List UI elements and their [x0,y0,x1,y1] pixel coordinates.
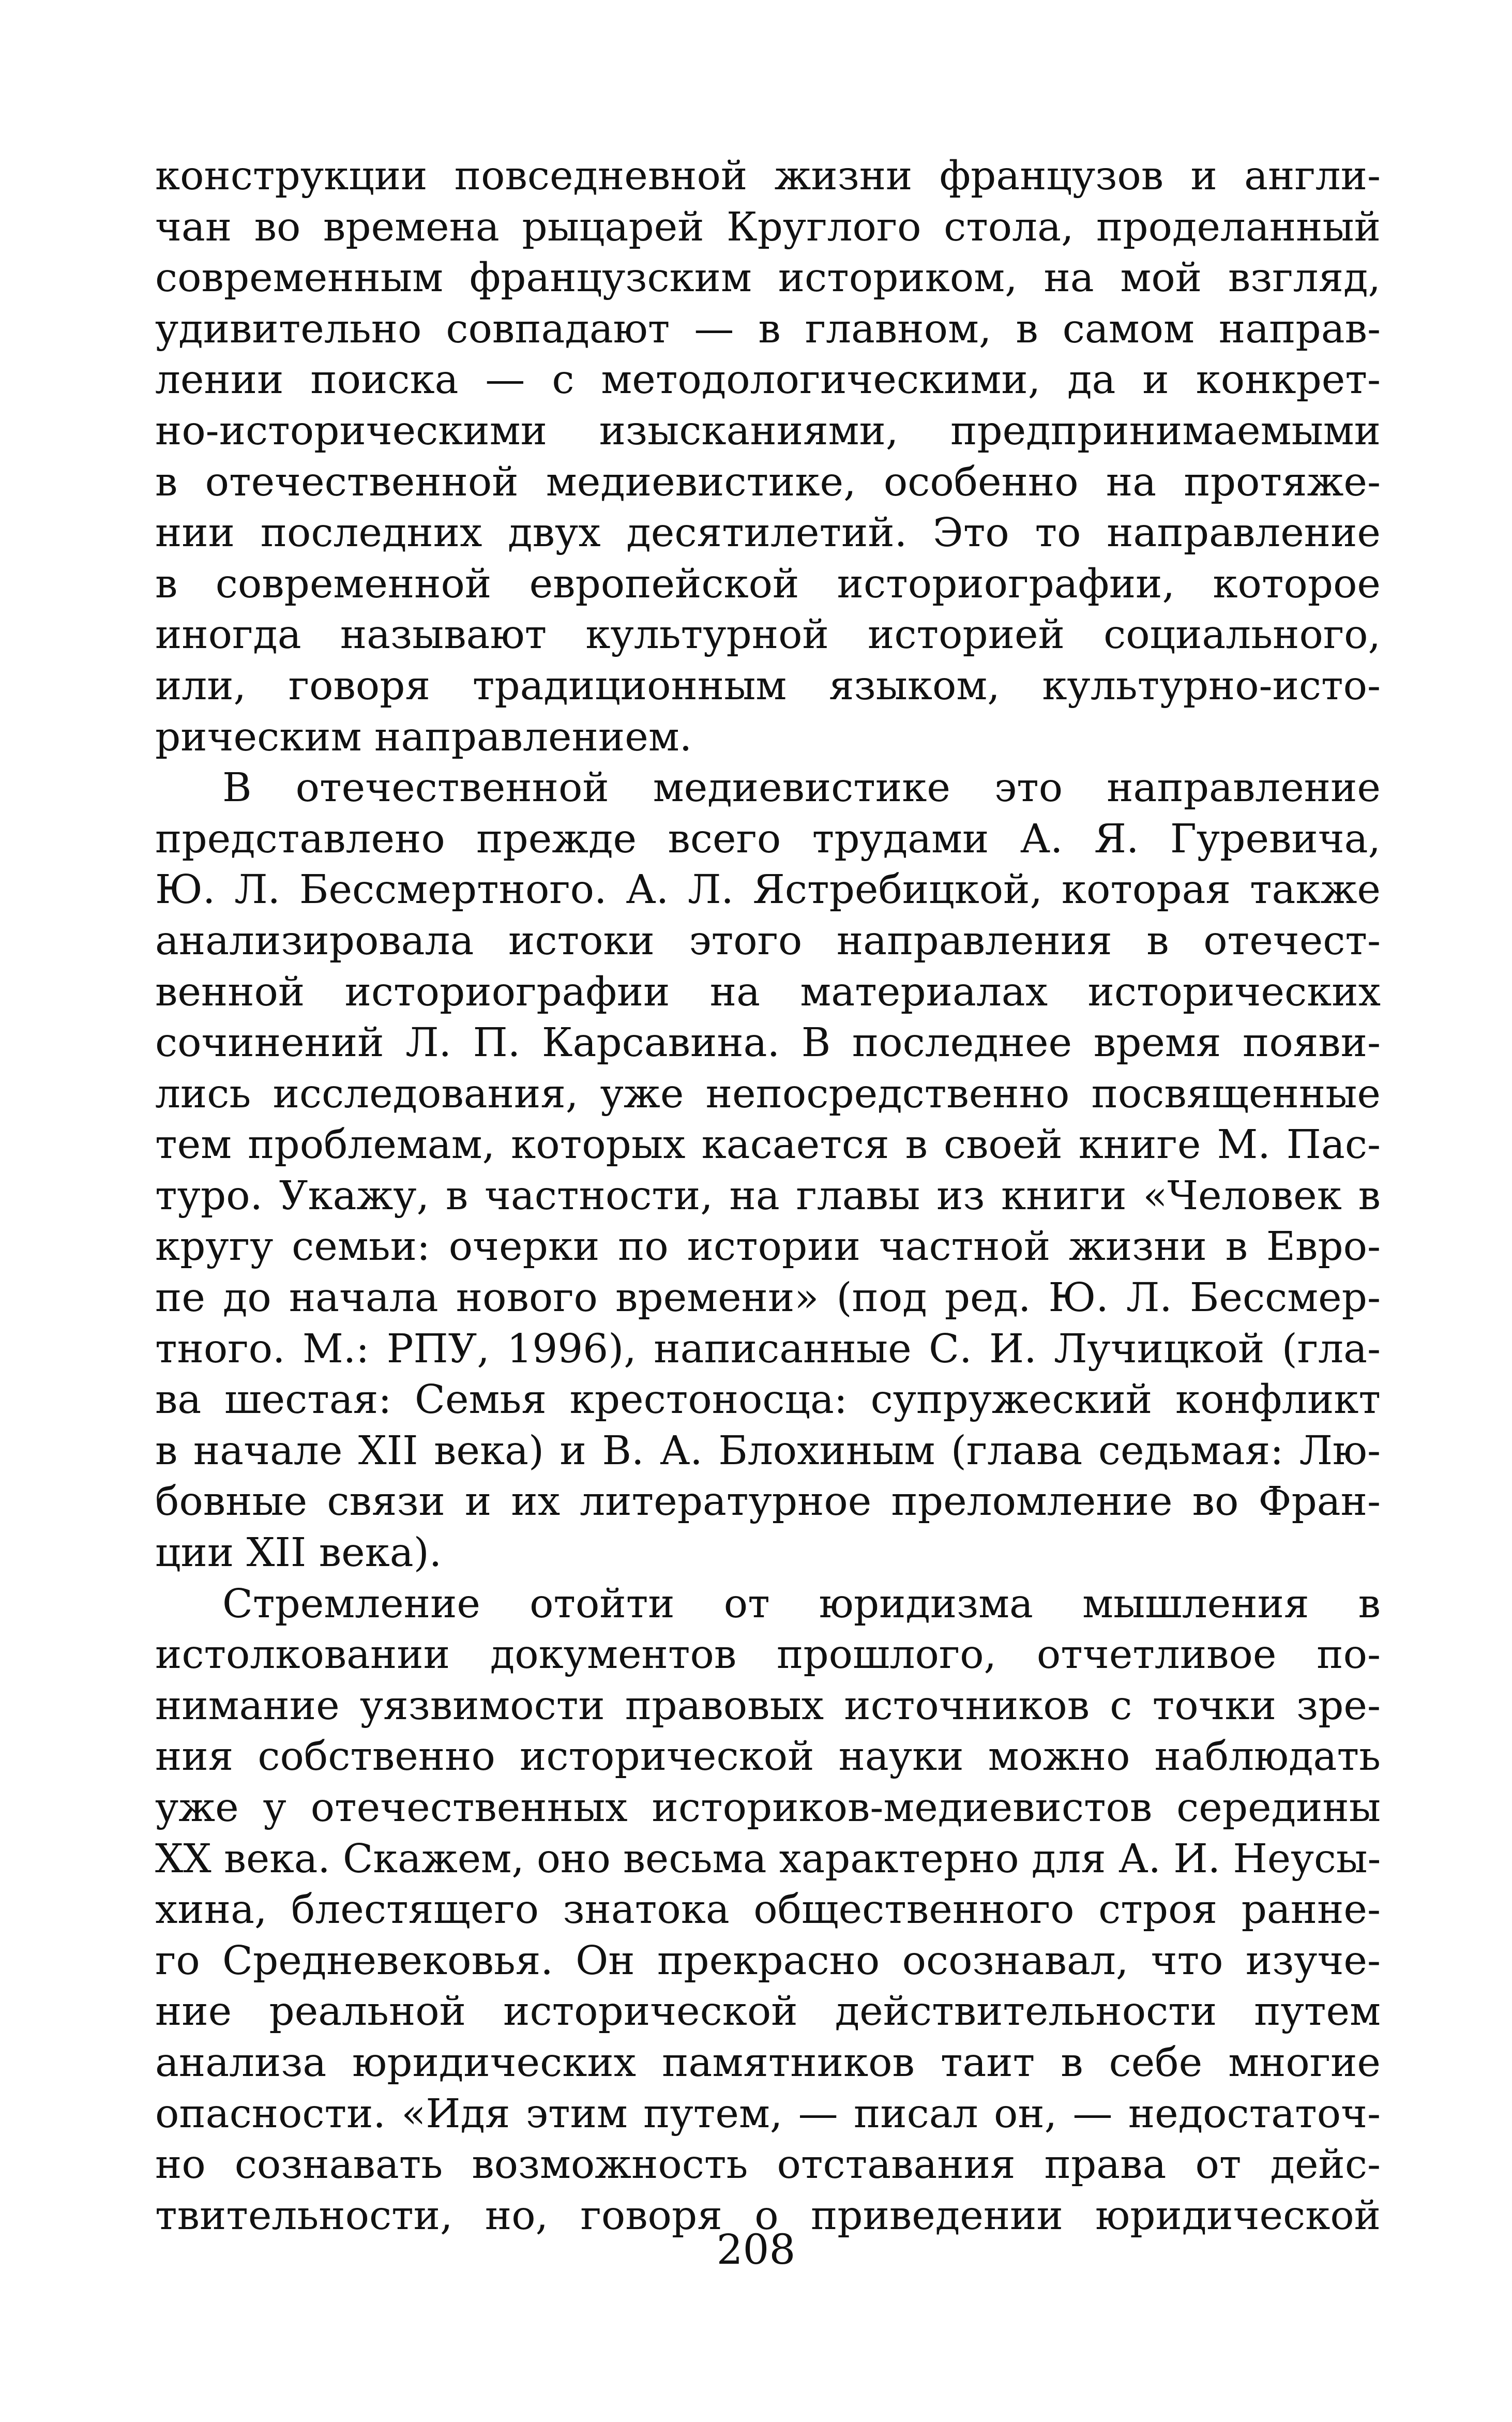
text-line: лении поиска — с методологическими, да и конкрет- [155,357,1381,403]
text-line: иногда называют культурной историей социального, [155,612,1381,658]
text-line: тного. М.: РПУ, 1996), написанные С. И. Лучицкой (гла- [155,1326,1381,1372]
text-line: удивительно совпадают — в главном, в самом направ- [155,306,1381,352]
text-line: пе до начала нового времени» (под ред. Ю. Л. Бессмер- [155,1275,1381,1321]
text-line: но-историческими изысканиями, предпринимаемыми [155,408,1381,454]
text-line: ние реальной исторической действительности путем [155,1989,1381,2035]
text-line: хина, блестящего знатока общественного строя ранне- [155,1887,1381,1933]
text-line: но сознавать возможность отставания права от дейс- [155,2142,1381,2188]
paragraph [155,151,1381,763]
text-line: анализировала истоки этого направления в отечест- [155,917,1381,964]
text-line: в начале XII века) и В. А. Блохиным (глава седьмая: Лю- [155,1427,1381,1474]
text-line: В отечественной медиевистике это направление [222,765,1381,811]
text-line: XX века. Скажем, оно весьма характерно для А. И. Неусы- [155,1836,1381,1882]
text-line: Стремление отойти от юридизма мышления в [222,1581,1381,1627]
text-line: нимание уязвимости правовых источников с точки зре- [155,1682,1381,1729]
text-line: анализа юридических памятников таит в себе многие [155,2039,1381,2086]
text-line: ва шестая: Семья крестоносца: супружеский конфликт [155,1377,1381,1423]
text-line: го Средневековья. Он прекрасно осознавал, что изуче- [155,1937,1381,1984]
text-line: туро. Укажу, в частности, на главы из книги «Человек в [155,1172,1381,1219]
text-line: тем проблемам, которых касается в своей книге М. Пас- [155,1122,1381,1168]
text-line: бовные связи и их литературное преломление во Фран- [155,1479,1381,1525]
text-line: Ю. Л. Бессмертного. А. Л. Ястребицкой, которая также [155,867,1381,913]
text-line: рическим направлением. [155,714,692,760]
paragraph [155,763,1381,1579]
paragraph [155,1579,1381,2242]
text-line: лись исследования, уже непосредственно посвященные [155,1071,1381,1117]
text-line: или, говоря традиционным языком, культурно-исто- [155,663,1381,709]
text-line: в современной европейской историографии, которое [155,561,1381,607]
text-line: венной историографии на материалах исторических [155,969,1381,1015]
text-line: нии последних двух десятилетий. Это то направление [155,510,1381,556]
text-line: истолковании документов прошлого, отчетливое по- [155,1632,1381,1678]
text-line: чан во времена рыцарей Круглого стола, проделанный [155,204,1381,250]
text-line: твительности, но, говоря о приведении юридической [155,2192,1381,2239]
text-line: опасности. «Идя этим путем, — писал он, — недостаточ- [155,2090,1381,2137]
text-line: в отечественной медиевистике, особенно на протяже- [155,459,1381,505]
page-number: 208 [716,2225,796,2274]
text-line: представлено прежде всего трудами А. Я. Гуревича, [155,816,1381,862]
text-line: конструкции повседневной жизни французов и англи- [155,153,1381,199]
text-line: ния собственно исторической науки можно наблюдать [155,1734,1381,1780]
text-line: ции XII века). [155,1530,442,1576]
body-text [155,151,1381,2242]
text-line: уже у отечественных историков-медиевистов середины [155,1785,1381,1831]
text-line: кругу семьи: очерки по истории частной жизни в Евро- [155,1224,1381,1270]
text-line: современным французским историком, на мой взгляд, [155,255,1381,302]
text-line: сочинений Л. П. Карсавина. В последнее время появи- [155,1020,1381,1066]
